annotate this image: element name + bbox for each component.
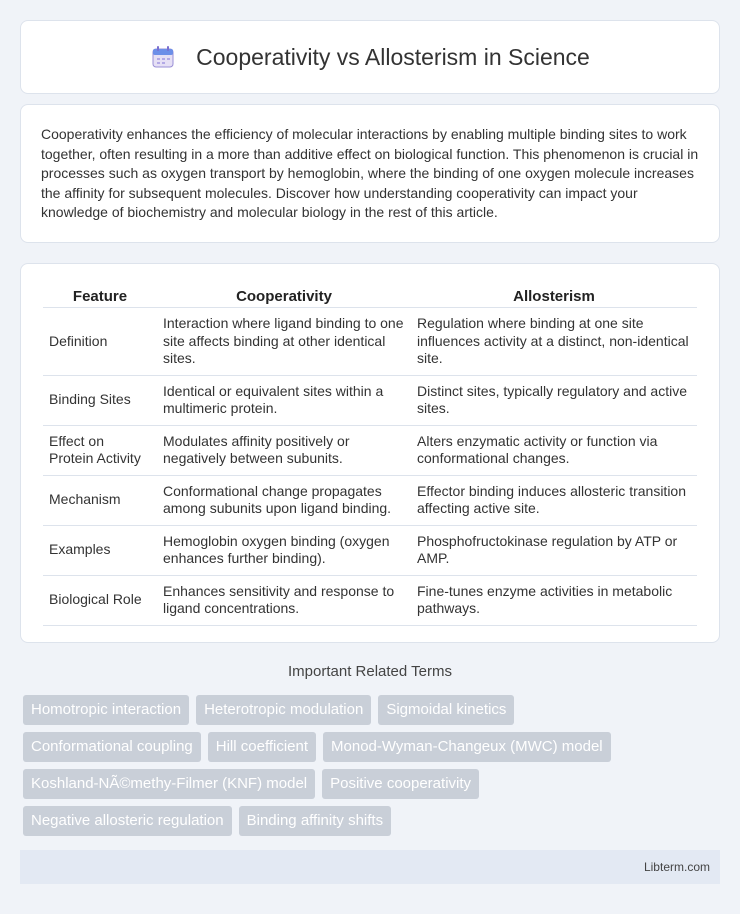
term-tag[interactable]: Sigmoidal kinetics (378, 695, 514, 725)
feature-cell: Definition (43, 308, 157, 376)
table-row (43, 375, 697, 425)
table-row (43, 308, 697, 376)
cooperativity-cell: Conformational change propagates among subunits upon ligand binding. (157, 475, 411, 525)
comparison-table (43, 284, 697, 626)
term-tag[interactable]: Koshland-NÃ©methy-Filmer (KNF) model (23, 769, 315, 799)
related-terms-title: Important Related Terms (288, 663, 452, 680)
term-tag[interactable]: Positive cooperativity (322, 769, 479, 799)
term-tag[interactable]: Homotropic interaction (23, 695, 189, 725)
related-terms (23, 695, 723, 843)
term-tag[interactable]: Binding affinity shifts (239, 806, 391, 836)
footer-site-link[interactable]: Libterm.com (643, 860, 710, 874)
term-row (23, 806, 723, 836)
table-row (43, 475, 697, 525)
table-row (43, 575, 697, 625)
cooperativity-cell: Enhances sensitivity and response to ligand concentrations. (157, 575, 411, 625)
allosterism-cell: Alters enzymatic activity or function via conformational changes. (411, 425, 697, 475)
feature-cell: Effect on Protein Activity (43, 425, 157, 475)
allosterism-cell: Distinct sites, typically regulatory and active sites. (411, 375, 697, 425)
feature-cell: Binding Sites (43, 375, 157, 425)
header-cooperativity: Cooperativity (157, 284, 411, 308)
feature-cell: Examples (43, 525, 157, 575)
feature-cell: Biological Role (43, 575, 157, 625)
term-tag[interactable]: Hill coefficient (208, 732, 316, 762)
term-tag[interactable]: Heterotropic modulation (196, 695, 371, 725)
cooperativity-cell: Hemoglobin oxygen binding (oxygen enhances further binding). (157, 525, 411, 575)
footer-bar (20, 850, 720, 884)
allosterism-cell: Phosphofructokinase regulation by ATP or AMP. (411, 525, 697, 575)
term-tag[interactable]: Negative allosteric regulation (23, 806, 232, 836)
term-row (23, 769, 723, 799)
page-title: Cooperativity vs Allosterism in Science (196, 43, 590, 70)
table-row (43, 525, 697, 575)
intro-text: Cooperativity enhances the efficiency of molecular interactions by enabling multiple binding sites to work together, often resulting in a more than additive effect on biological function. This phenomenon is crucial in processes such as oxygen transport by hemoglobin, where the binding of one oxygen molecule increases the affinity for subsequent molecules. Discover how understanding cooperativity can impact your knowledge of biochemistry and molecular biology in the rest of this article. (41, 126, 699, 221)
term-tag[interactable]: Conformational coupling (23, 732, 201, 762)
calendar-icon (150, 44, 176, 70)
table-row (43, 425, 697, 475)
allosterism-cell: Effector binding induces allosteric transition affecting active site. (411, 475, 697, 525)
header-card (20, 20, 720, 94)
allosterism-cell: Fine-tunes enzyme activities in metabolic pathways. (411, 575, 697, 625)
header-allosterism: Allosterism (411, 284, 697, 308)
feature-cell: Mechanism (43, 475, 157, 525)
intro-card (20, 104, 720, 243)
allosterism-cell: Regulation where binding at one site influences activity at a distinct, non-identical site. (411, 308, 697, 376)
term-tag[interactable]: Monod-Wyman-Changeux (MWC) model (323, 732, 611, 762)
cooperativity-cell: Modulates affinity positively or negatively between subunits. (157, 425, 411, 475)
table-header-row (43, 284, 697, 308)
title-wrap (150, 44, 590, 71)
comparison-table-card (20, 263, 720, 643)
term-row (23, 732, 723, 762)
header-feature: Feature (43, 284, 157, 308)
cooperativity-cell: Identical or equivalent sites within a multimeric protein. (157, 375, 411, 425)
term-row (23, 695, 723, 725)
cooperativity-cell: Interaction where ligand binding to one site affects binding at other identical sites. (157, 308, 411, 376)
